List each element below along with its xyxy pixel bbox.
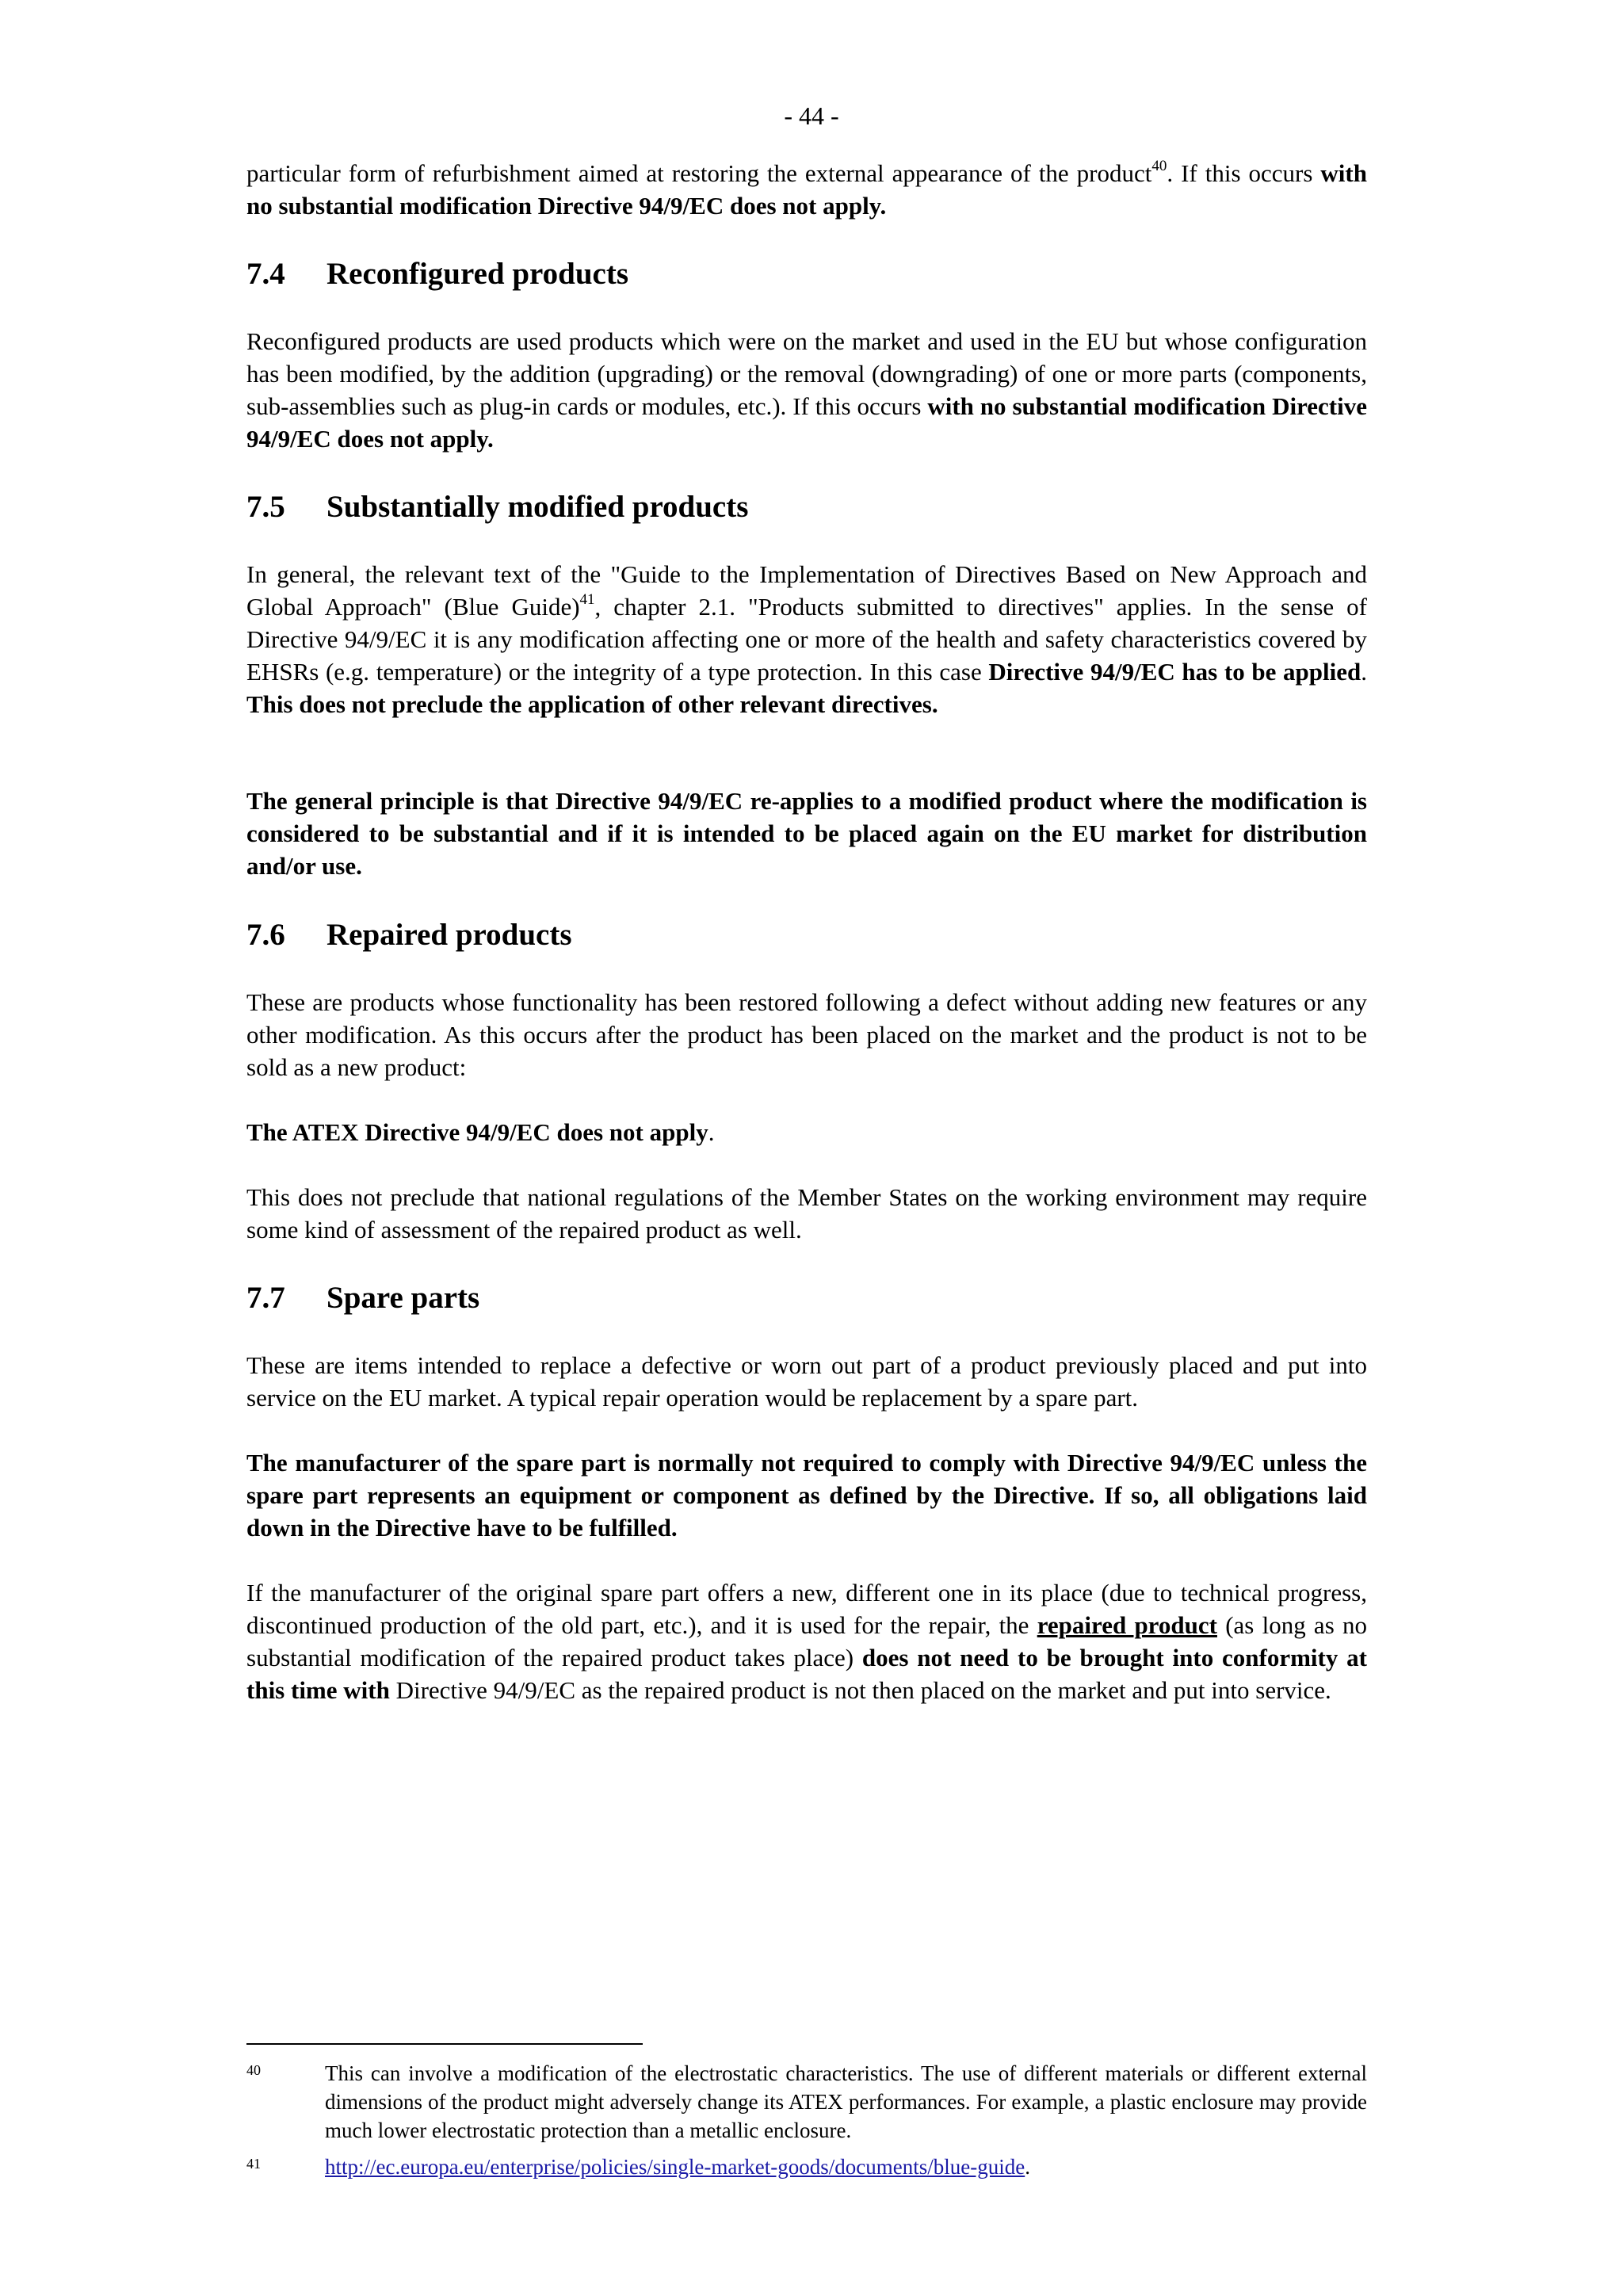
footnote-separator bbox=[246, 2043, 643, 2045]
heading-7-7: 7.7 Spare parts bbox=[246, 1281, 480, 1315]
blue-guide-link[interactable]: http://ec.europa.eu/enterprise/policies/single-market-goods/documents/blue-guide bbox=[325, 2155, 1025, 2179]
section-7-7-paragraph-1: These are items intended to replace a defective or worn out part of a product previously placed and put into service on the EU market. A typical repair operation would be replacement by a spare part. bbox=[246, 1351, 1367, 1412]
footnote-40: 40 This can involve a modification of the electrostatic characteristics. The use of different materials or different external dimensions of the product might adversely change its ATEX performances. For example, a plastic enclosure may provide much lower electrostatic protection than a metallic enclosure. bbox=[246, 2061, 1367, 2142]
section-7-7-paragraph-3: If the manufacturer of the original spare part offers a new, different one in its place (due to technical progress, discontinued production of the old part, etc.), and it is used for the repair, the repaired product (as long as no substantial modification of the repaired product takes place) does not need to be brought into conformity at this time with Directive 94/9/EC as the repaired product is not then placed on the market and put into service. bbox=[246, 1579, 1367, 1704]
footnote-41: 41 http://ec.europa.eu/enterprise/policies/single-market-goods/documents/blue-guide. bbox=[246, 2155, 1030, 2179]
heading-7-5: 7.5 Substantially modified products bbox=[246, 490, 749, 524]
section-7-6-paragraph-3: This does not preclude that national regulations of the Member States on the working environment may require some kind of assessment of the repaired product as well. bbox=[246, 1183, 1367, 1244]
heading-7-6: 7.6 Repaired products bbox=[246, 918, 572, 952]
section-7-6-paragraph-2: The ATEX Directive 94/9/EC does not apply. bbox=[246, 1118, 715, 1146]
footnote-ref-40[interactable]: 40 bbox=[1151, 158, 1167, 174]
section-7-4-paragraph: Reconfigured products are used products which were on the market and used in the EU but whose configuration has been modified, by the addition (upgrading) or the removal (downgrading) of one or more parts (components, sub-assemblies such as plug-in cards or modules, etc.). If this occurs with no substantial modification Directive 94/9/EC does not apply. bbox=[246, 327, 1367, 453]
page-number: - 44 - bbox=[784, 101, 839, 130]
heading-7-4: 7.4 Reconfigured products bbox=[246, 257, 628, 291]
intro-paragraph: particular form of refurbishment aimed at restoring the external appearance of the product$^{40}$. If this occurs with no substantial modification Directive 94/9/EC does not apply. bbox=[246, 158, 1367, 220]
section-7-6-paragraph-1: These are products whose functionality has been restored following a defect without adding new features or any other modification. As this occurs after the product has been placed on the market and the product is not to be sold as a new product: bbox=[246, 988, 1367, 1081]
footnote-ref-41[interactable]: 41 bbox=[579, 591, 595, 608]
section-7-5-paragraph-1: In general, the relevant text of the "Guide to the Implementation of Directives Based on New Approach and Global Approach" (Blue Guide)$^{41}$, chapter 2.1. "Products submitted to directives" applies. In the sense of Directive 94/9/EC it is any modification affecting one or more of the health and safety characteristics covered by EHSRs (e.g. temperature) or the integrity of a type protection. In this case Directive 94/9/EC has to be applied. This does not preclude the application of other relevant directives. bbox=[246, 560, 1368, 718]
section-7-5-paragraph-2: The general principle is that Directive 94/9/EC re-applies to a modified product where the modification is considered to be substantial and if it is intended to be placed again on the EU market for distribution and/or use. bbox=[246, 787, 1367, 880]
section-7-7-paragraph-2: The manufacturer of the spare part is normally not required to comply with Directive 94/9/EC unless the spare part represents an equipment or component as defined by the Directive. If so, all obligations laid down in the Directive have to be fulfilled. bbox=[246, 1449, 1367, 1541]
